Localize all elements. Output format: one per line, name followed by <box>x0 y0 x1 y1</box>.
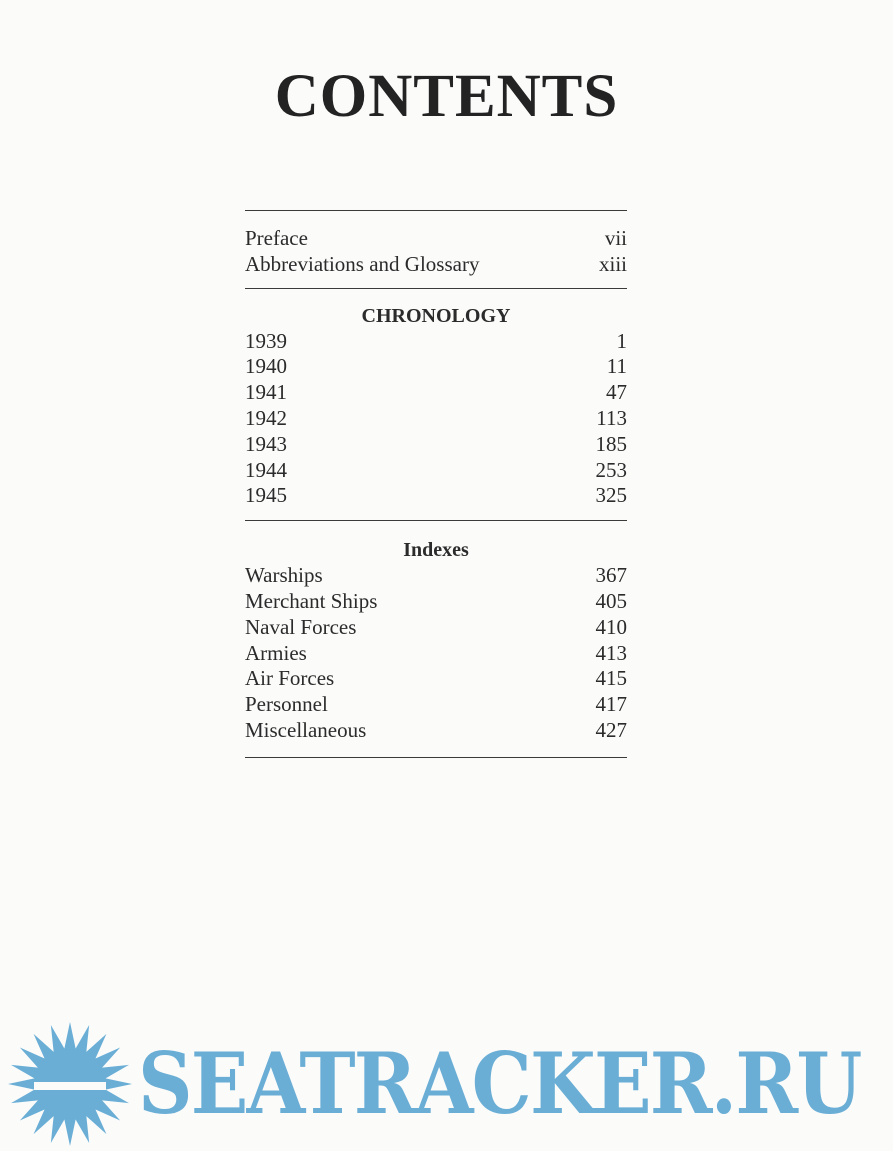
toc-entry-1943[interactable] <box>245 432 627 458</box>
divider-bottom <box>245 757 627 758</box>
toc-entry-1939[interactable] <box>245 329 627 355</box>
toc-entry-abbreviations[interactable] <box>245 252 627 278</box>
toc-entry-page: vii <box>604 226 627 250</box>
toc-entry-page: 410 <box>595 614 627 639</box>
front-matter-list <box>245 211 627 288</box>
toc-entry-merchant-ships[interactable] <box>245 589 627 615</box>
toc-entry-page: 253 <box>595 457 627 482</box>
toc-entry-page: 417 <box>595 692 627 717</box>
toc-entry-label: Air Forces <box>245 666 335 691</box>
toc-entry-naval-forces[interactable] <box>245 615 627 641</box>
toc-entry-page: 405 <box>595 588 627 613</box>
toc-entry-page: 427 <box>595 717 627 742</box>
toc-entry-1941[interactable] <box>245 380 627 406</box>
toc-entry-1942[interactable] <box>245 406 627 432</box>
toc-entry-page: 415 <box>595 666 627 691</box>
toc-entry-label: 1945 <box>245 483 287 508</box>
toc-entry-label: Merchant Ships <box>245 588 378 613</box>
divider-indexes <box>245 520 627 521</box>
chronology-list <box>245 329 627 521</box>
divider-chronology <box>245 288 627 289</box>
toc-entry-label: 1940 <box>245 354 287 379</box>
toc-entry-label: 1939 <box>245 328 287 353</box>
toc-entry-page: 1 <box>616 328 627 353</box>
table-of-contents <box>245 210 627 758</box>
toc-entry-page: 413 <box>595 640 627 665</box>
toc-entry-label: 1943 <box>245 431 287 456</box>
toc-entry-1945[interactable] <box>245 483 627 509</box>
toc-entry-page: 325 <box>595 483 627 508</box>
toc-entry-air-forces[interactable] <box>245 666 627 692</box>
toc-entry-page: 47 <box>606 380 627 405</box>
toc-entry-label: Preface <box>245 226 308 250</box>
toc-entry-page: 113 <box>596 405 627 430</box>
chronology-heading: CHRONOLOGY <box>361 304 511 327</box>
watermark <box>0 1016 893 1151</box>
indexes-list <box>245 563 627 757</box>
toc-entry-page: 185 <box>595 431 627 456</box>
toc-entry-label: Personnel <box>245 692 328 717</box>
toc-entry-1944[interactable] <box>245 458 627 484</box>
indexes-heading: Indexes <box>403 539 469 562</box>
toc-entry-warships[interactable] <box>245 563 627 589</box>
toc-entry-personnel[interactable] <box>245 692 627 718</box>
toc-entry-preface[interactable] <box>245 226 627 252</box>
sun-logo-icon <box>6 1020 134 1148</box>
toc-entry-1940[interactable] <box>245 354 627 380</box>
toc-entry-label: 1941 <box>245 380 287 405</box>
toc-entry-label: Naval Forces <box>245 614 357 639</box>
toc-entry-page: xiii <box>598 251 627 276</box>
toc-entry-label: 1942 <box>245 405 287 430</box>
toc-entry-label: Warships <box>245 563 323 588</box>
toc-entry-label: Abbreviations and Glossary <box>245 251 480 276</box>
toc-entry-page: 367 <box>595 563 627 588</box>
toc-entry-page: 11 <box>606 354 627 379</box>
page-title: CONTENTS <box>274 63 619 130</box>
toc-entry-label: 1944 <box>245 457 287 482</box>
toc-entry-label: Armies <box>245 640 307 665</box>
toc-entry-miscellaneous[interactable] <box>245 718 627 744</box>
watermark-text: SEATRACKER.RU <box>138 1034 861 1133</box>
toc-entry-label: Miscellaneous <box>245 717 367 742</box>
toc-entry-armies[interactable] <box>245 641 627 667</box>
